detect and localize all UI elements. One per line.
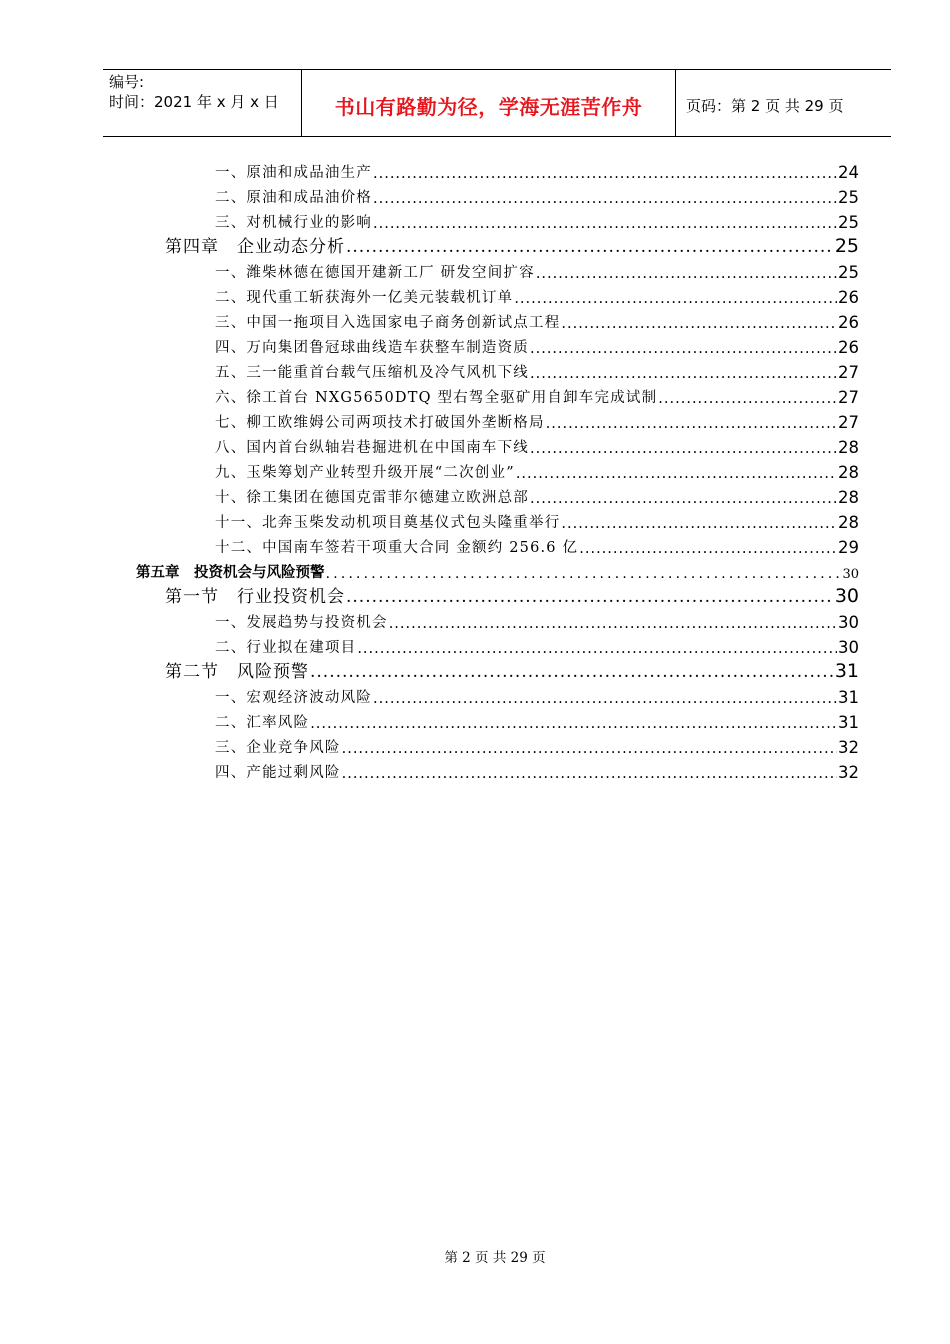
toc-entry-page: 25 xyxy=(834,235,859,257)
toc-entry-title: 一、发展趋势与投资机会 xyxy=(215,615,388,631)
toc-entry-page: 31 xyxy=(834,660,859,682)
toc-entry-title: 三、企业竞争风险 xyxy=(215,740,341,756)
toc-entry[interactable] xyxy=(215,283,859,307)
toc-entry-title: 二、行业拟在建项目 xyxy=(215,640,357,656)
toc-entry-page: 25 xyxy=(838,188,859,207)
toc-entry[interactable] xyxy=(215,208,859,232)
toc-entry-page: 28 xyxy=(838,463,859,482)
toc-entry-page: 28 xyxy=(838,513,859,532)
toc-section-entry[interactable] xyxy=(165,658,859,682)
toc-leader-dots xyxy=(579,541,837,557)
toc-entry-title: 四、万向集团鲁冠球曲线造车获整车制造资质 xyxy=(215,340,529,356)
toc-entry[interactable] xyxy=(215,333,859,357)
toc-entry[interactable] xyxy=(215,758,859,782)
toc-entry-page: 26 xyxy=(838,288,859,307)
toc-section-entry[interactable] xyxy=(165,583,859,607)
toc-entry-page: 30 xyxy=(842,567,859,582)
toc-entry-title: 十一、北奔玉柴发动机项目奠基仪式包头隆重举行 xyxy=(215,515,561,531)
toc-entry-page: 30 xyxy=(838,613,859,632)
toc-entry-title: 一、潍柴林德在德国开建新工厂 研发空间扩容 xyxy=(215,265,535,281)
toc-entry[interactable] xyxy=(215,308,859,332)
toc-entry-page: 27 xyxy=(838,363,859,382)
toc-leader-dots xyxy=(373,166,837,182)
footer-page-number: 第 2 页 共 29 页 xyxy=(444,1250,546,1266)
toc-leader-dots xyxy=(658,391,837,407)
toc-leader-dots xyxy=(373,191,837,207)
toc-leader-dots xyxy=(346,237,834,257)
toc-leader-dots xyxy=(346,587,834,607)
header-meta xyxy=(103,70,302,136)
toc-entry-page: 25 xyxy=(838,263,859,282)
toc-entry[interactable] xyxy=(215,608,859,632)
toc-leader-dots xyxy=(530,441,837,457)
toc-entry-page: 28 xyxy=(838,488,859,507)
toc-entry-page: 29 xyxy=(838,538,859,557)
toc-leader-dots xyxy=(389,616,837,632)
toc-entry-page: 31 xyxy=(838,713,859,732)
header-motto: 书山有路勤为径，学海无涯苦作舟 xyxy=(334,94,643,119)
toc-entry-title: 第四章 企业动态分析 xyxy=(165,237,345,257)
toc-leader-dots xyxy=(310,662,834,682)
toc-entry-page: 32 xyxy=(838,738,859,757)
toc-entry[interactable] xyxy=(215,183,859,207)
toc-leader-dots xyxy=(326,566,842,582)
toc-entry-title: 一、宏观经济波动风险 xyxy=(215,690,372,706)
toc-leader-dots xyxy=(516,466,837,482)
toc-chapter-entry[interactable] xyxy=(136,558,859,582)
toc-entry[interactable] xyxy=(215,158,859,182)
header-page-info: 页码：第 2 页 共 29 页 xyxy=(686,96,844,115)
toc-entry[interactable] xyxy=(215,633,859,657)
toc-entry-page: 25 xyxy=(838,213,859,232)
toc-entry[interactable] xyxy=(215,383,859,407)
toc-entry-title: 三、中国一拖项目入选国家电子商务创新试点工程 xyxy=(215,315,561,331)
time-label: 时间：2021 年 x 月 x 日 xyxy=(109,93,279,111)
toc-leader-dots xyxy=(561,316,837,332)
toc-leader-dots xyxy=(514,291,837,307)
toc-entry-title: 九、玉柴筹划产业转型升级开展“二次创业” xyxy=(215,465,515,481)
toc-entry-page: 27 xyxy=(838,413,859,432)
toc-leader-dots xyxy=(373,216,837,232)
toc-entry-page: 30 xyxy=(834,585,859,607)
toc-entry-title: 二、现代重工斩获海外一亿美元装载机订单 xyxy=(215,290,514,306)
toc-leader-dots xyxy=(357,641,837,657)
toc-entry[interactable] xyxy=(215,733,859,757)
toc-leader-dots xyxy=(342,741,837,757)
toc-entry-title: 十二、中国南车签若干项重大合同 金额约 256.6 亿 xyxy=(215,540,579,556)
toc-leader-dots xyxy=(530,491,837,507)
toc-entry-title: 四、产能过剩风险 xyxy=(215,765,341,781)
toc-leader-dots xyxy=(561,516,837,532)
document-header xyxy=(103,69,891,137)
toc-entry-title: 三、对机械行业的影响 xyxy=(215,215,372,231)
toc-entry-title: 十、徐工集团在德国克雷菲尔德建立欧洲总部 xyxy=(215,490,529,506)
toc-entry-title: 二、汇率风险 xyxy=(215,715,310,731)
toc-leader-dots xyxy=(546,416,837,432)
code-label: 编号: xyxy=(109,73,145,91)
toc-leader-dots xyxy=(530,366,837,382)
toc-entry[interactable] xyxy=(215,408,859,432)
header-motto-cell xyxy=(302,70,676,136)
toc-entry-page: 28 xyxy=(838,438,859,457)
toc-leader-dots xyxy=(530,341,837,357)
toc-entry-title: 八、国内首台纵轴岩巷掘进机在中国南车下线 xyxy=(215,440,529,456)
toc-chapter-entry[interactable] xyxy=(165,233,859,257)
toc-leader-dots xyxy=(373,691,837,707)
toc-entry[interactable] xyxy=(215,458,859,482)
toc-entry[interactable] xyxy=(215,708,859,732)
header-page-info-cell xyxy=(676,70,891,136)
toc-entry-page: 26 xyxy=(838,338,859,357)
toc-entry-title: 一、原油和成品油生产 xyxy=(215,165,372,181)
toc-leader-dots xyxy=(536,266,837,282)
toc-entry-page: 32 xyxy=(838,763,859,782)
toc-entry[interactable] xyxy=(215,508,859,532)
toc-entry-title: 二、原油和成品油价格 xyxy=(215,190,372,206)
toc-entry-page: 30 xyxy=(838,638,859,657)
toc-entry-title: 五、三一能重首台载气压缩机及冷气风机下线 xyxy=(215,365,529,381)
toc-entry-title: 第五章 投资机会与风险预警 xyxy=(136,565,325,581)
toc-entry[interactable] xyxy=(215,258,859,282)
toc-leader-dots xyxy=(310,716,837,732)
toc-entry[interactable] xyxy=(215,358,859,382)
toc-entry-page: 27 xyxy=(838,388,859,407)
toc-entry[interactable] xyxy=(215,533,859,557)
toc-entry-page: 24 xyxy=(838,163,859,182)
toc-entry[interactable] xyxy=(215,483,859,507)
toc-entry-title: 七、柳工欧维姆公司两项技术打破国外垄断格局 xyxy=(215,415,545,431)
toc-entry-page: 26 xyxy=(838,313,859,332)
toc-leader-dots xyxy=(342,766,837,782)
toc-entry-title: 第一节 行业投资机会 xyxy=(165,587,345,607)
toc-entry-title: 六、徐工首台 NXG5650DTQ 型右驾全驱矿用自卸车完成试制 xyxy=(215,390,658,406)
toc-entry-title: 第二节 风险预警 xyxy=(165,662,309,682)
page-footer xyxy=(0,1246,950,1266)
toc-entry-page: 31 xyxy=(838,688,859,707)
toc-entry[interactable] xyxy=(215,683,859,707)
toc-entry[interactable] xyxy=(215,433,859,457)
